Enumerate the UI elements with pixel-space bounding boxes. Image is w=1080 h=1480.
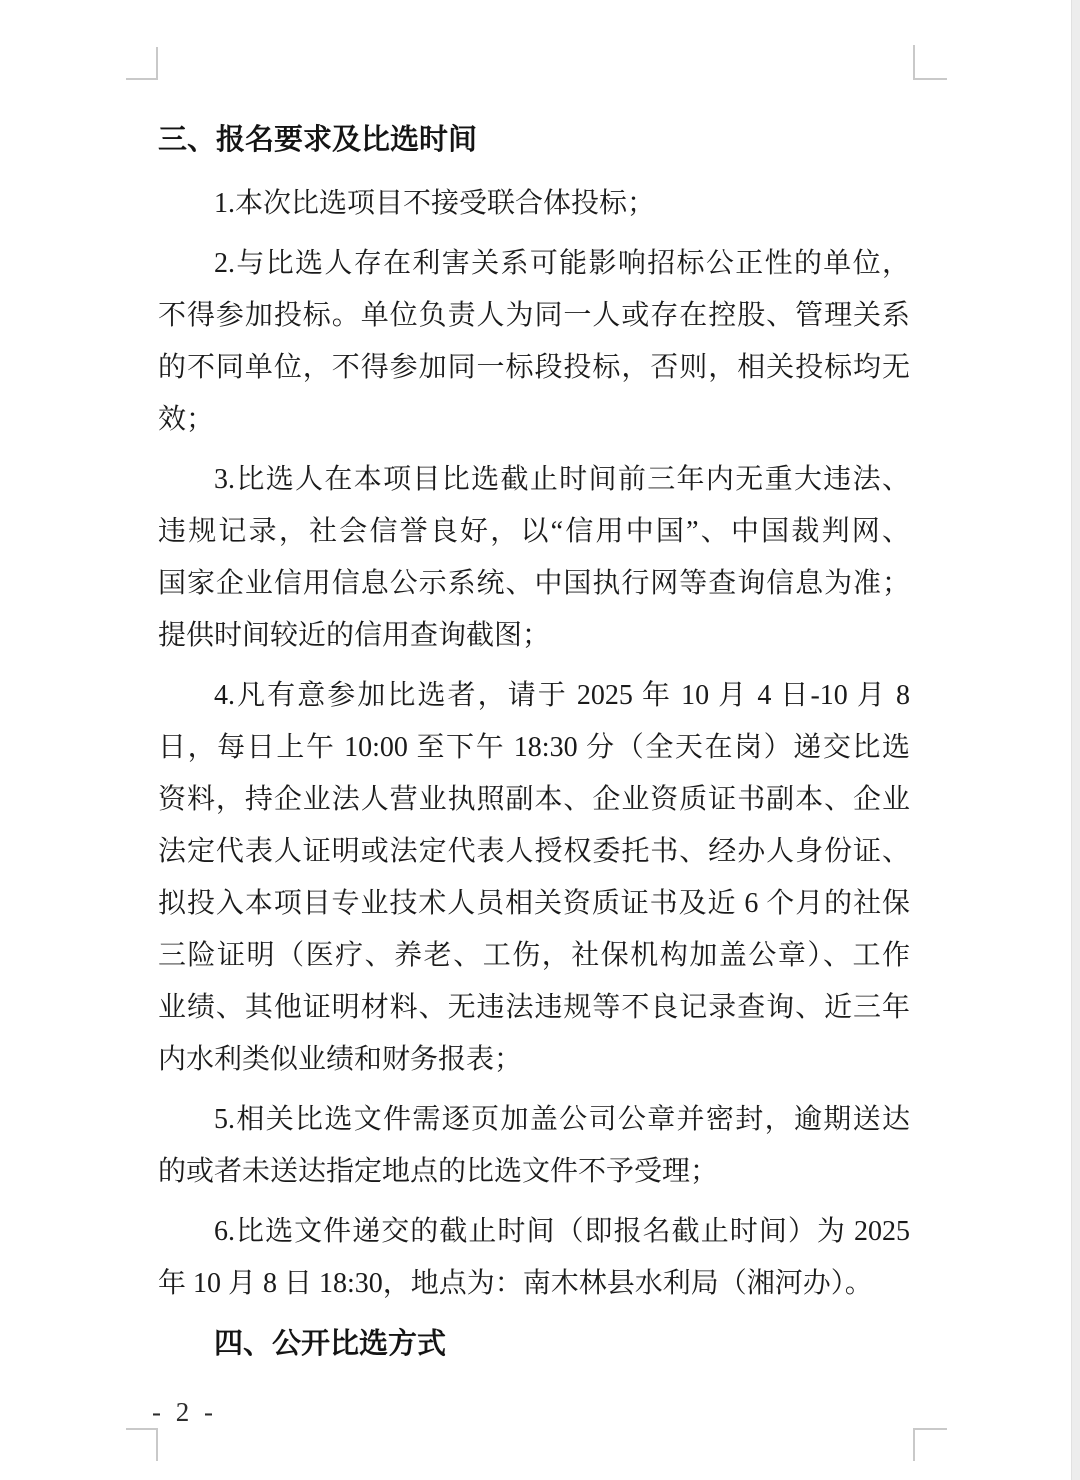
- paragraph-line: 资料，持企业法人营业执照副本、企业资质证书副本、企业: [158, 784, 910, 815]
- paragraph-3: [158, 454, 910, 662]
- paragraph-line: 3.比选人在本项目比选截止时间前三年内无重大违法、: [214, 464, 910, 495]
- paragraph-line: 国家企业信用信息公示系统、中国执行网等查询信息为准；: [158, 568, 910, 599]
- margin-mark-top-left-icon: [126, 47, 158, 80]
- paragraph-1: [158, 178, 910, 230]
- right-edge-strip: [1071, 0, 1080, 1480]
- paragraph-line: 1.本次比选项目不接受联合体投标；: [214, 188, 656, 219]
- page-number: - 2 -: [152, 1397, 217, 1427]
- paragraph-line: 5.相关比选文件需逐页加盖公司公章并密封，逾期送达: [214, 1104, 910, 1135]
- paragraph-line: 4.凡有意参加比选者，请于 2025 年 10 月 4 日-10 月 8: [214, 680, 910, 711]
- paragraph-line: 三险证明（医疗、养老、工伤，社保机构加盖公章）、工作: [158, 940, 910, 971]
- paragraph-line: 提供时间较近的信用查询截图；: [158, 620, 551, 651]
- paragraph-line: 不得参加投标。单位负责人为同一人或存在控股、管理关系: [158, 300, 910, 331]
- margin-mark-bottom-left-icon: [126, 1428, 158, 1461]
- paragraph-line: 法定代表人证明或法定代表人授权委托书、经办人身份证、: [158, 836, 910, 867]
- paragraph-2: [158, 238, 910, 446]
- paragraph-line: 2.与比选人存在利害关系可能影响招标公正性的单位，: [214, 248, 910, 279]
- paragraph-line: 业绩、其他证明材料、无违法违规等不良记录查询、近三年: [158, 992, 910, 1023]
- page-content: [158, 114, 910, 1382]
- paragraph-line: 效；: [158, 404, 215, 435]
- paragraph-6: [158, 1206, 910, 1310]
- margin-mark-bottom-right-icon: [913, 1428, 947, 1461]
- paragraph-line: 内水利类似业绩和财务报表；: [158, 1044, 523, 1075]
- margin-mark-top-right-icon: [913, 45, 947, 80]
- paragraph-line: 的或者未送达指定地点的比选文件不予受理；: [158, 1156, 719, 1187]
- section-4-heading: 四、公开比选方式: [214, 1328, 447, 1360]
- paragraph-4: [158, 670, 910, 1086]
- paragraph-line: 拟投入本项目专业技术人员相关资质证书及近 6 个月的社保: [158, 888, 910, 919]
- paragraph-line: 年 10 月 8 日 18:30，地点为：南木林县水利局（湘河办）。: [158, 1268, 873, 1299]
- paragraph-line: 违规记录，社会信誉良好，以“信用中国”、中国裁判网、: [158, 516, 910, 547]
- section-3-heading: 三、报名要求及比选时间: [158, 124, 478, 156]
- paragraph-line: 的不同单位，不得参加同一标段投标，否则，相关投标均无: [158, 352, 910, 383]
- paragraph-line: 日，每日上午 10:00 至下午 18:30 分（全天在岗）递交比选: [158, 732, 910, 763]
- paragraph-line: 6.比选文件递交的截止时间（即报名截止时间）为 2025: [214, 1216, 910, 1247]
- paragraph-5: [158, 1094, 910, 1198]
